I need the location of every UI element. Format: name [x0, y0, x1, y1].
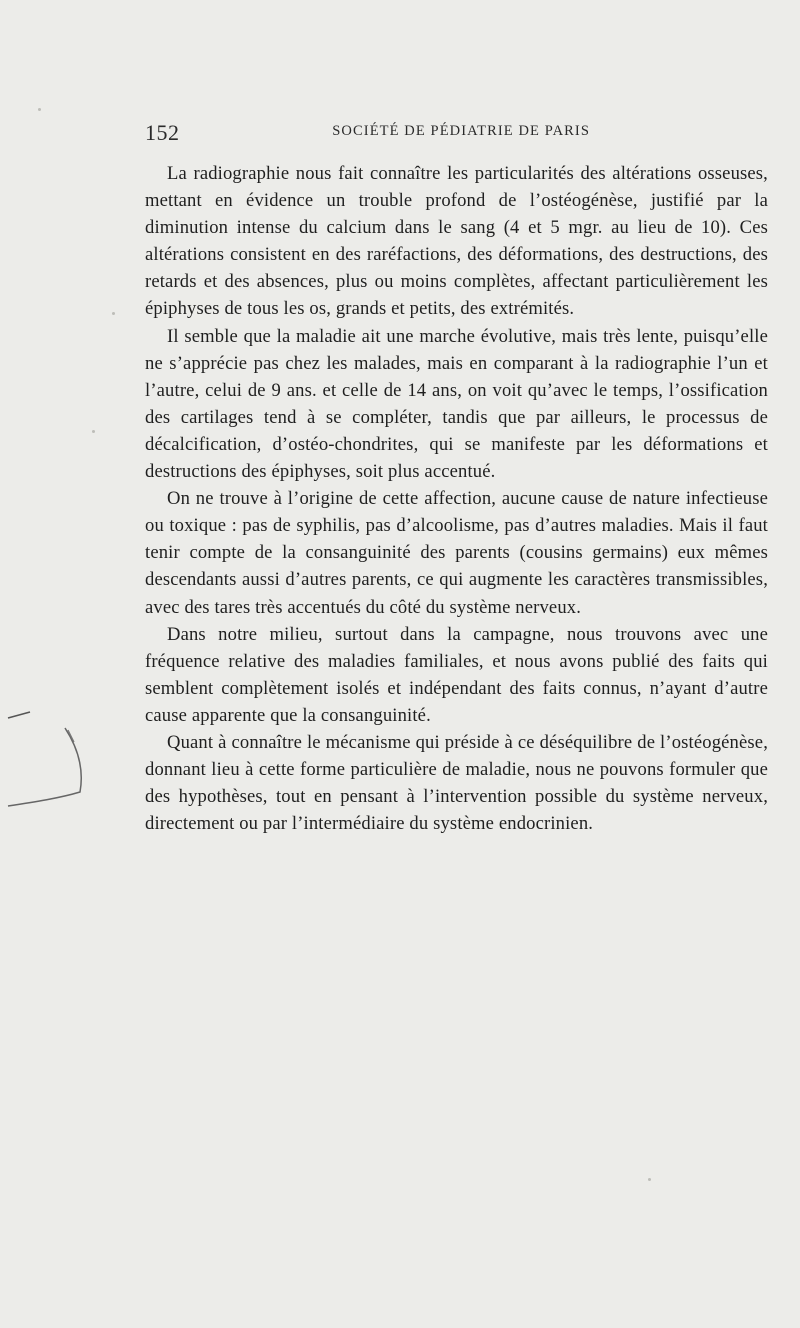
running-title: SOCIÉTÉ DE PÉDIATRIE DE PARIS — [332, 123, 590, 139]
article-body — [145, 160, 768, 837]
paper-speck — [92, 430, 95, 433]
paragraph-4: Dans notre milieu, surtout dans la campagne, nous trouvons avec une fréquence relative des maladies familiales, et nous avons publié des faits qui semblent complètement isolés et indépendant des faits connus, n’ayant d’autre cause apparente que la consanguinité. — [145, 623, 768, 726]
page-number: 152 — [145, 120, 180, 145]
paper-speck — [112, 312, 115, 315]
paper-speck — [648, 1178, 651, 1181]
margin-pencil-mark — [0, 700, 90, 820]
paper-speck — [38, 108, 41, 111]
pencil-bracket-icon — [0, 700, 90, 820]
paragraph-5: Quant à connaître le mécanisme qui préside à ce déséquilibre de l’ostéogénèse, donnant lieu à cette forme particulière de maladie, nous ne pouvons formuler que des hypothèses, tout en pensant à l’intervention possible du système nerveux, directement ou par l’intermédiaire du système endocrinien. — [145, 731, 768, 835]
running-head — [145, 120, 590, 144]
paragraph-2: Il semble que la maladie ait une marche évolutive, mais très lente, puisqu’elle ne s’apprécie pas chez les malades, mais en comparant à la radiographie l’un et l’autre, celui de 9 ans. et celle de 14 ans, on voit qu’avec le temps, l’ossification des cartilages tend à se compléter, tandis que par ailleurs, le processus de décalcification, d’ostéo-chondrites, qui se manifeste par les déformations et destructions des épiphyses, soit plus accentué. — [145, 325, 768, 483]
paragraph-3: On ne trouve à l’origine de cette affection, aucune cause de nature infectieuse ou toxique : pas de syphilis, pas d’alcoolisme, pas d’autres maladies. Mais il faut tenir compte de la consanguinité des parents (cousins germains) eux mêmes descendants aussi d’autres parents, ce qui augmente les caractères transmissibles, avec des tares très accentués du côté du système nerveux. — [145, 488, 768, 618]
paragraph-1: La radiographie nous fait connaître les particularités des altérations osseuses, mettant en évidence un trouble profond de l’ostéogénèse, justifié par la diminution intense du calcium dans le sang (4 et 5 mgr. au lieu de 10). Ces altérations consistent en des raréfactions, des déformations, des destructions, des retards et des absences, plus ou moins complètes, affectant particulièrement les épiphyses de tous les os, grands et petits, des extrémités. — [145, 163, 768, 320]
